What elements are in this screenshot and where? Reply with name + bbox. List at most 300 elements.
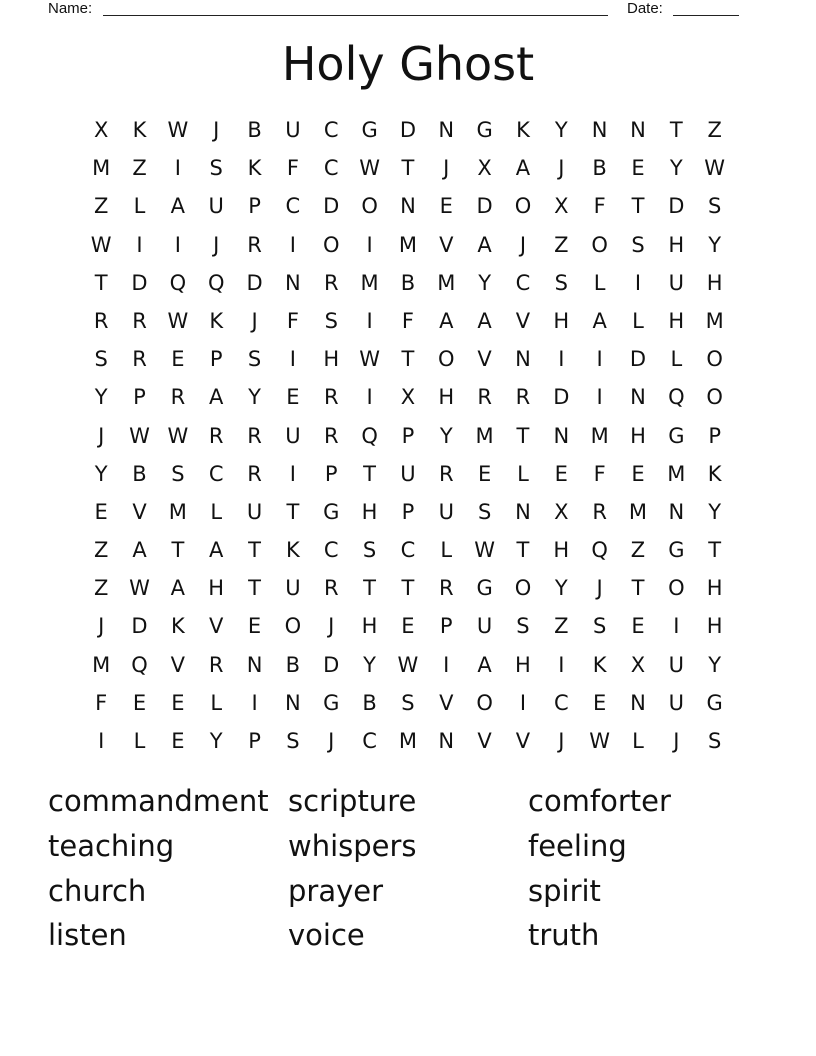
grid-letter[interactable]: Q	[169, 270, 187, 295]
grid-letter[interactable]: I	[558, 652, 565, 677]
grid-letter[interactable]: H	[515, 652, 531, 677]
grid-letter[interactable]: I	[289, 232, 296, 257]
grid-letter[interactable]: D	[323, 652, 340, 677]
grid-letter[interactable]: S	[94, 347, 108, 372]
word-bank-item: scripture	[288, 784, 417, 818]
grid-letter[interactable]: P	[401, 499, 415, 524]
grid-letter[interactable]: N	[438, 118, 455, 142]
grid-letter[interactable]: V	[439, 232, 454, 257]
grid-letter[interactable]: H	[361, 499, 378, 524]
grid-letter[interactable]: O	[476, 690, 493, 715]
grid-letter[interactable]: R	[515, 385, 531, 410]
grid-letter[interactable]: E	[554, 461, 568, 486]
grid-letter[interactable]: Q	[131, 652, 148, 677]
grid-letter[interactable]: N	[591, 118, 608, 142]
grid-letter[interactable]: Z	[93, 538, 109, 563]
grid-letter[interactable]: U	[476, 614, 493, 639]
grid-letter[interactable]: I	[174, 232, 181, 257]
grid-letter[interactable]: Y	[669, 156, 683, 181]
grid-letter[interactable]: B	[285, 652, 301, 677]
grid-letter[interactable]: P	[133, 385, 146, 410]
grid-letter[interactable]: Z	[554, 614, 569, 639]
grid-letter[interactable]: Y	[554, 118, 568, 142]
grid-letter[interactable]: X	[400, 385, 416, 410]
grid-letter[interactable]: I	[558, 347, 565, 372]
grid-letter[interactable]: W	[129, 576, 150, 601]
name-blank-line[interactable]	[103, 15, 608, 16]
grid-letter[interactable]: P	[401, 423, 415, 448]
grid-letter[interactable]: J	[213, 118, 220, 142]
grid-letter[interactable]: T	[94, 270, 108, 295]
grid-letter[interactable]: T	[363, 576, 376, 601]
grid-letter[interactable]: H	[323, 347, 340, 372]
grid-letter[interactable]: A	[209, 538, 224, 563]
grid-letter[interactable]: X	[630, 652, 646, 677]
grid-letter[interactable]: S	[554, 270, 568, 295]
grid-letter[interactable]: D	[246, 270, 263, 295]
grid-letter[interactable]: W	[704, 156, 726, 181]
grid-letter[interactable]: U	[246, 499, 263, 524]
grid-letter[interactable]: I	[174, 156, 181, 181]
grid-letter[interactable]: A	[439, 308, 454, 333]
word-bank-item: listen	[48, 918, 127, 953]
grid-letter[interactable]: J	[328, 614, 335, 639]
grid-letter[interactable]: M	[92, 652, 111, 677]
grid-letter[interactable]: P	[439, 614, 453, 639]
grid-letter[interactable]: T	[248, 538, 261, 563]
grid-letter[interactable]: I	[251, 690, 258, 715]
word-bank-item: whispers	[288, 828, 417, 863]
grid-letter[interactable]: W	[397, 652, 419, 677]
grid-letter[interactable]: D	[131, 270, 148, 295]
grid-letter[interactable]: Y	[708, 652, 722, 677]
grid-letter[interactable]: C	[553, 690, 569, 715]
grid-letter[interactable]: S	[401, 690, 415, 715]
grid-letter[interactable]: Z	[707, 118, 722, 142]
grid-letter[interactable]: Y	[363, 652, 376, 677]
grid-letter[interactable]: L	[210, 499, 223, 524]
grid-letter[interactable]: P	[248, 729, 261, 753]
grid-letter[interactable]: O	[668, 576, 685, 601]
grid-letter[interactable]: R	[323, 423, 339, 448]
grid-letter[interactable]: K	[247, 156, 262, 181]
grid-letter[interactable]: J	[98, 423, 105, 448]
grid-row	[82, 226, 734, 264]
grid-letter[interactable]: L	[210, 690, 223, 715]
grid-letter[interactable]: X	[93, 118, 109, 142]
grid-letter[interactable]: Y	[708, 232, 722, 257]
grid-letter[interactable]: M	[667, 461, 686, 486]
grid-letter[interactable]: W	[474, 538, 495, 563]
grid-letter[interactable]: T	[708, 538, 722, 563]
grid-letter[interactable]: S	[592, 614, 607, 639]
grid-letter[interactable]: Q	[207, 270, 225, 295]
grid-letter[interactable]: R	[592, 499, 607, 524]
grid-letter[interactable]: T	[401, 347, 415, 372]
grid-letter[interactable]: T	[401, 156, 415, 181]
grid-letter[interactable]: N	[515, 499, 531, 524]
grid-letter[interactable]: U	[208, 194, 224, 219]
grid-letter[interactable]: Z	[93, 576, 109, 601]
grid-letter[interactable]: A	[477, 652, 492, 677]
grid-letter[interactable]: T	[286, 499, 300, 524]
grid-letter[interactable]: O	[514, 194, 532, 219]
grid-letter[interactable]: J	[98, 614, 105, 639]
grid-letter[interactable]: J	[596, 576, 603, 601]
date-blank-line[interactable]	[673, 15, 739, 16]
grid-letter[interactable]: A	[515, 156, 531, 181]
grid-letter[interactable]: L	[670, 347, 683, 372]
grid-letter[interactable]: J	[213, 232, 220, 257]
grid-letter[interactable]: O	[284, 614, 302, 639]
grid-letter[interactable]: P	[248, 194, 261, 219]
grid-letter[interactable]: E	[286, 385, 300, 410]
grid-letter[interactable]: X	[554, 499, 569, 524]
grid-letter[interactable]: W	[167, 423, 189, 448]
grid-letter[interactable]: A	[477, 232, 492, 257]
grid-row	[82, 531, 734, 569]
grid-letter[interactable]: N	[285, 270, 301, 295]
grid-letter[interactable]: N	[630, 690, 646, 715]
grid-letter[interactable]: Y	[439, 423, 453, 448]
grid-letter[interactable]: B	[400, 270, 416, 295]
grid-letter[interactable]: F	[593, 461, 606, 486]
grid-letter[interactable]: J	[519, 232, 527, 257]
grid-letter[interactable]: W	[90, 232, 112, 257]
grid-letter[interactable]: E	[247, 614, 262, 639]
grid-letter[interactable]: L	[593, 270, 606, 295]
grid-letter[interactable]: U	[438, 499, 454, 524]
grid-row	[82, 493, 734, 531]
grid-letter[interactable]: K	[516, 118, 530, 142]
grid-letter[interactable]: L	[440, 538, 453, 563]
grid-letter[interactable]: W	[589, 729, 611, 753]
grid-letter[interactable]: U	[400, 461, 416, 486]
grid-letter[interactable]: N	[553, 423, 570, 448]
grid-letter[interactable]: I	[289, 461, 296, 486]
grid-letter[interactable]: H	[361, 614, 378, 639]
grid-letter[interactable]: Q	[668, 385, 685, 410]
grid-letter[interactable]: S	[477, 499, 492, 524]
grid-letter[interactable]: I	[443, 652, 450, 677]
grid-letter[interactable]: E	[171, 729, 185, 753]
grid-letter[interactable]: L	[133, 729, 146, 753]
grid-letter[interactable]: M	[168, 499, 187, 524]
grid-letter[interactable]: K	[592, 652, 607, 677]
grid-letter[interactable]: E	[171, 347, 185, 372]
grid-letter[interactable]: Q	[591, 538, 608, 563]
grid-letter[interactable]: N	[400, 194, 416, 219]
grid-letter[interactable]: E	[132, 690, 147, 715]
grid-letter[interactable]: R	[247, 232, 262, 257]
grid-letter[interactable]: E	[401, 614, 415, 639]
grid-letter[interactable]: A	[170, 576, 186, 601]
grid-letter[interactable]: F	[286, 156, 299, 181]
grid-letter[interactable]: N	[630, 385, 646, 410]
grid-letter[interactable]: F	[401, 308, 414, 333]
grid-letter[interactable]: O	[706, 347, 723, 372]
grid-letter[interactable]: U	[668, 690, 685, 715]
grid-letter[interactable]: D	[553, 385, 570, 410]
grid-letter[interactable]: P	[708, 423, 721, 448]
grid-letter[interactable]: N	[285, 690, 301, 715]
grid-letter[interactable]: J	[673, 729, 680, 753]
grid-letter[interactable]: H	[630, 423, 646, 448]
grid-letter[interactable]: M	[705, 308, 724, 333]
grid-letter[interactable]: J	[251, 308, 258, 333]
grid-letter[interactable]: V	[515, 308, 531, 333]
grid-letter[interactable]: V	[477, 347, 492, 372]
grid-letter[interactable]: K	[170, 614, 185, 639]
grid-letter[interactable]: K	[209, 308, 224, 333]
grid-letter[interactable]: H	[208, 576, 225, 601]
grid-letter[interactable]: I	[596, 347, 603, 372]
grid-letter[interactable]: G	[668, 423, 685, 448]
grid-letter[interactable]: R	[247, 461, 262, 486]
grid-letter[interactable]: R	[477, 385, 492, 410]
word-bank-item: truth	[528, 918, 600, 953]
grid-letter[interactable]: O	[591, 232, 608, 257]
grid-letter[interactable]: O	[706, 385, 723, 410]
grid-letter[interactable]: H	[668, 308, 685, 333]
grid-letter[interactable]: C	[323, 118, 339, 142]
grid-letter[interactable]: Y	[478, 270, 492, 295]
grid-letter[interactable]: S	[708, 194, 722, 219]
grid-letter[interactable]: V	[515, 729, 531, 753]
grid-letter[interactable]: S	[631, 232, 645, 257]
grid-letter[interactable]: T	[401, 576, 415, 601]
grid-letter[interactable]: S	[362, 538, 377, 563]
grid-letter[interactable]: M	[92, 156, 111, 181]
grid-letter[interactable]: D	[629, 347, 647, 372]
grid-letter[interactable]: N	[438, 729, 455, 753]
grid-letter[interactable]: I	[366, 232, 373, 257]
grid-letter[interactable]: Q	[361, 423, 378, 448]
grid-letter[interactable]: Y	[248, 385, 261, 410]
grid-letter[interactable]: W	[359, 156, 380, 181]
grid-letter[interactable]: R	[323, 270, 339, 295]
grid-letter[interactable]: M	[590, 423, 609, 448]
grid-letter[interactable]: C	[323, 156, 339, 181]
grid-letter[interactable]: Z	[132, 156, 147, 181]
grid-letter[interactable]: P	[209, 347, 223, 372]
grid-letter[interactable]: T	[631, 576, 645, 601]
grid-letter[interactable]: C	[323, 538, 339, 563]
grid-letter[interactable]: K	[707, 461, 722, 486]
grid-letter[interactable]: L	[133, 194, 146, 219]
grid-letter[interactable]: S	[286, 729, 300, 753]
grid-letter[interactable]: T	[631, 194, 645, 219]
grid-letter[interactable]: M	[398, 232, 417, 257]
grid-letter[interactable]: G	[323, 690, 340, 715]
grid-letter[interactable]: I	[366, 308, 373, 333]
grid-letter[interactable]: F	[95, 690, 108, 715]
grid-letter[interactable]: E	[439, 194, 453, 219]
grid-letter[interactable]: I	[673, 614, 680, 639]
grid-letter[interactable]: R	[170, 385, 186, 410]
grid-letter[interactable]: A	[477, 308, 492, 333]
grid-letter[interactable]: E	[477, 461, 492, 486]
grid-letter[interactable]: U	[285, 423, 301, 448]
grid-letter[interactable]: T	[669, 118, 683, 142]
grid-letter[interactable]: V	[477, 729, 492, 753]
grid-letter[interactable]: N	[630, 118, 646, 142]
grid-letter[interactable]: U	[668, 652, 685, 677]
grid-letter[interactable]: E	[171, 690, 185, 715]
grid-letter[interactable]: U	[668, 270, 685, 295]
grid-letter[interactable]: X	[554, 194, 569, 219]
grid-letter[interactable]: C	[208, 461, 224, 486]
grid-letter[interactable]: I	[289, 347, 296, 372]
grid-letter[interactable]: Z	[554, 232, 569, 257]
grid-letter[interactable]: J	[558, 729, 565, 753]
grid-letter[interactable]: R	[438, 576, 454, 601]
grid-letter[interactable]: U	[285, 118, 301, 142]
grid-letter[interactable]: J	[558, 156, 565, 181]
grid-letter[interactable]: R	[323, 385, 339, 410]
grid-letter[interactable]: L	[632, 729, 644, 753]
grid-letter[interactable]: U	[285, 576, 301, 601]
grid-letter[interactable]: W	[129, 423, 150, 448]
grid-letter[interactable]: F	[286, 308, 299, 333]
grid-letter[interactable]: K	[286, 538, 300, 563]
grid-letter[interactable]: T	[516, 423, 530, 448]
grid-letter[interactable]: R	[208, 423, 224, 448]
grid-letter[interactable]: C	[285, 194, 301, 219]
grid-letter[interactable]: N	[246, 652, 263, 677]
grid-letter[interactable]: I	[98, 729, 105, 753]
grid-letter[interactable]: R	[132, 308, 147, 333]
grid-letter[interactable]: E	[631, 156, 645, 181]
grid-letter[interactable]: L	[632, 308, 644, 333]
grid-letter[interactable]: F	[593, 194, 606, 219]
grid-letter[interactable]: R	[132, 347, 147, 372]
grid-letter[interactable]: H	[706, 614, 723, 639]
grid-letter[interactable]: V	[439, 690, 454, 715]
grid-letter[interactable]: E	[631, 461, 645, 486]
grid-letter[interactable]: S	[171, 461, 185, 486]
grid-letter[interactable]: I	[596, 385, 603, 410]
grid-letter[interactable]: A	[170, 194, 186, 219]
grid-letter[interactable]: I	[519, 690, 527, 715]
grid-letter[interactable]: D	[668, 194, 685, 219]
grid-letter[interactable]: C	[400, 538, 416, 563]
grid-letter[interactable]: O	[514, 576, 532, 601]
grid-letter[interactable]: H	[553, 308, 570, 333]
grid-letter[interactable]: Y	[554, 576, 568, 601]
grid-letter[interactable]: R	[438, 461, 454, 486]
grid-letter[interactable]: T	[248, 576, 261, 601]
grid-letter[interactable]: I	[136, 232, 143, 257]
grid-letter[interactable]: M	[398, 729, 417, 753]
grid-letter[interactable]: O	[361, 194, 378, 219]
grid-letter[interactable]: Z	[630, 538, 646, 563]
grid-letter[interactable]: O	[322, 232, 340, 257]
grid-letter[interactable]: V	[170, 652, 186, 677]
grid-letter[interactable]: Z	[93, 194, 109, 219]
grid-letter[interactable]: S	[324, 308, 338, 333]
grid-letter[interactable]: D	[131, 614, 148, 639]
grid-letter[interactable]: G	[323, 499, 340, 524]
grid-letter[interactable]: E	[94, 499, 108, 524]
grid-letter[interactable]: V	[209, 614, 224, 639]
grid-letter[interactable]: H	[706, 576, 723, 601]
grid-letter[interactable]: W	[167, 118, 189, 142]
grid-letter[interactable]: H	[553, 538, 570, 563]
grid-letter[interactable]: A	[132, 538, 147, 563]
grid-letter[interactable]: E	[593, 690, 607, 715]
grid-letter[interactable]: N	[515, 347, 531, 372]
grid-letter[interactable]: D	[476, 194, 493, 219]
grid-letter[interactable]: I	[634, 270, 642, 295]
grid-letter[interactable]: M	[475, 423, 494, 448]
grid-letter[interactable]: B	[247, 118, 262, 142]
grid-letter[interactable]: V	[132, 499, 147, 524]
grid-letter[interactable]: D	[323, 194, 340, 219]
grid-letter[interactable]: G	[361, 118, 378, 142]
grid-letter[interactable]: S	[708, 729, 722, 753]
grid-letter[interactable]: B	[362, 690, 377, 715]
grid-letter[interactable]: S	[516, 614, 530, 639]
grid-row	[82, 646, 734, 684]
grid-letter[interactable]: Y	[209, 729, 223, 753]
grid-letter[interactable]: R	[93, 308, 109, 333]
grid-letter[interactable]: G	[476, 576, 493, 601]
grid-letter[interactable]: C	[515, 270, 531, 295]
grid-letter[interactable]: M	[360, 270, 379, 295]
grid-letter[interactable]: W	[167, 308, 189, 333]
grid-letter[interactable]: H	[706, 270, 723, 295]
grid-letter[interactable]: M	[628, 499, 648, 524]
grid-letter[interactable]: J	[328, 729, 335, 753]
grid-letter[interactable]: R	[208, 652, 224, 677]
grid-letter[interactable]: A	[209, 385, 224, 410]
grid-letter[interactable]: J	[443, 156, 450, 181]
grid-letter[interactable]: W	[359, 347, 380, 372]
grid-letter[interactable]: E	[631, 614, 645, 639]
grid-letter[interactable]: R	[247, 423, 262, 448]
grid-letter[interactable]: A	[592, 308, 607, 333]
grid-letter[interactable]: P	[324, 461, 338, 486]
grid-letter[interactable]: Y	[94, 385, 108, 410]
grid-letter[interactable]: D	[399, 118, 416, 142]
grid-letter[interactable]: O	[438, 347, 455, 372]
grid-letter[interactable]: M	[437, 270, 456, 295]
grid-letter[interactable]: H	[668, 232, 685, 257]
grid-letter[interactable]: Y	[708, 499, 722, 524]
grid-letter[interactable]: T	[516, 538, 530, 563]
grid-letter[interactable]: G	[476, 118, 493, 142]
grid-letter[interactable]: T	[171, 538, 185, 563]
grid-letter[interactable]: L	[517, 461, 529, 486]
grid-letter[interactable]: X	[477, 156, 492, 181]
grid-letter[interactable]: H	[438, 385, 455, 410]
grid-letter[interactable]: G	[668, 538, 685, 563]
grid-letter[interactable]: B	[592, 156, 607, 181]
grid-letter[interactable]: N	[668, 499, 685, 524]
grid-letter[interactable]: S	[247, 347, 262, 372]
grid-letter[interactable]: K	[132, 118, 147, 142]
grid-letter[interactable]: T	[363, 461, 376, 486]
grid-row	[82, 569, 734, 607]
grid-letter[interactable]: G	[706, 690, 723, 715]
grid-letter[interactable]: I	[366, 385, 373, 410]
grid-letter[interactable]: B	[132, 461, 147, 486]
grid-letter[interactable]: R	[323, 576, 339, 601]
grid-letter[interactable]: C	[362, 729, 377, 753]
grid-letter[interactable]: Y	[94, 461, 108, 486]
grid-letter[interactable]: S	[209, 156, 223, 181]
